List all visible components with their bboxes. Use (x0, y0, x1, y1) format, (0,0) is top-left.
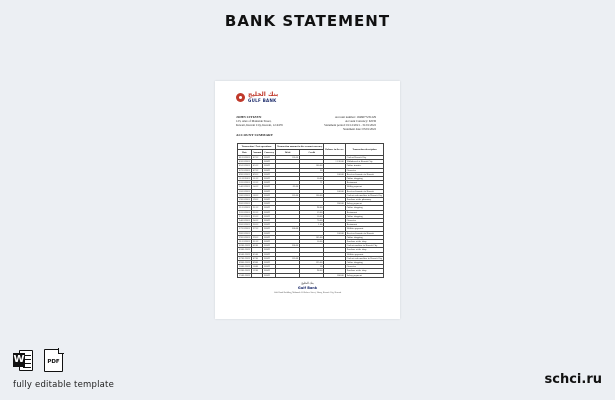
cell-amount-date: 11/12 (251, 177, 262, 181)
cell-description: Received transfer in Kuwait (345, 231, 383, 235)
cell-amount-date: 07/12 (251, 156, 262, 160)
customer-details (236, 115, 283, 127)
cell-balance: 200.00 (324, 202, 345, 206)
cell-date: 05/01/2022 (239, 252, 250, 256)
cell-date: 19/12/2021 (239, 198, 250, 202)
cell-currency: KWD (263, 223, 276, 227)
pdf-label: PDF (47, 359, 60, 365)
cell-date: 01/12/2021 (239, 156, 250, 159)
cell-credit: 10.00 (300, 177, 324, 181)
cell-debit: 65.00 (276, 185, 300, 189)
cell-currency: KWD (263, 206, 276, 210)
header-credit: Credit (300, 150, 324, 156)
cell-date: 09/01/2022 (239, 261, 250, 265)
cell-amount-date: 22/12 (251, 210, 262, 214)
cell-debit: 130.00 (276, 244, 300, 248)
customer-address-line1: 123, Alex of Mainside Street, (236, 119, 272, 123)
header-description: Transaction description (345, 144, 383, 156)
cell-amount-date: 05/12 (251, 164, 262, 168)
cell-description: Online shopping (345, 214, 383, 218)
transactions-table (237, 143, 384, 278)
cell-date: 26/12/2021 (239, 223, 250, 227)
cell-description: Purchase at the shop (345, 240, 383, 244)
cell-amount-date (251, 273, 262, 277)
statement-preview (215, 81, 400, 319)
cell-date: 09/12/2021 (239, 172, 250, 176)
cell-credit: 1.00 (300, 223, 324, 227)
cell-currency: KWD (263, 168, 276, 172)
cell-amount-date: 14/12 (251, 185, 262, 189)
page-title: BANK STATEMENT (224, 12, 391, 30)
cell-description: Utility payment (345, 185, 383, 189)
cell-credit: 160.00 (300, 193, 324, 197)
cell-currency: KWD (263, 189, 276, 193)
cell-description: Purchase at the shop (345, 248, 383, 252)
cell-currency: KWD (263, 227, 276, 231)
cell-date: 23/12/2021 (239, 214, 250, 218)
cell-description: Cash at cash machine in Kuwait City (346, 256, 383, 260)
cell-balance: 100.00 (324, 231, 345, 235)
bank-name-english: GULF BANK (248, 98, 277, 103)
cell-description: Cash at cash machine in Kuwait City (346, 193, 383, 197)
cell-date: 16/12/2021 (239, 189, 250, 193)
cell-currency: KWD (263, 269, 276, 273)
header-date: Date (238, 150, 252, 156)
cell-credit: 100.00 (300, 164, 324, 168)
cell-date: 29/12/2021 (239, 235, 250, 239)
footer-address: Gulf Bank Building, Mubarak Al-Kabeer Street, Sharq, Kuwait City, Kuwait (273, 292, 342, 294)
cell-currency: KWD (263, 219, 276, 223)
cell-date: 31/12/2021 (239, 240, 250, 244)
cell-description: Salary payment (345, 273, 383, 277)
cell-debit (276, 273, 300, 277)
cell-description: Purchase at the shop (345, 269, 383, 273)
cell-amount-date: 18/12 (251, 193, 262, 197)
cell-balance: 1 120.00 (324, 160, 345, 164)
cell-description: Online shopping (345, 235, 383, 239)
cell-amount-date: 19/12 (251, 198, 262, 202)
cell-description: Online shopping (345, 177, 383, 181)
cell-currency: KWD (263, 261, 276, 265)
cell-description: Groceries (345, 265, 383, 269)
cell-currency: KWD (263, 231, 276, 235)
pdf-icon (44, 349, 64, 372)
cell-description: Groceries (345, 219, 383, 223)
cell-credit: 71 (300, 181, 324, 185)
cell-currency: KWD (263, 265, 276, 269)
cell-date: 07/12/2021 (239, 168, 250, 172)
cell-currency: KWD (263, 172, 276, 176)
cell-currency: KWD (263, 248, 276, 252)
cell-currency: KWD (263, 198, 276, 202)
cell-currency: KWD (263, 214, 276, 218)
cell-amount-date: 21/12 (251, 206, 262, 210)
cell-currency: KWD (263, 177, 276, 181)
cell-description: Restaurant (345, 223, 383, 227)
cell-balance: 100.00 (324, 189, 345, 193)
cell-credit: 20 (300, 168, 324, 172)
cell-description: Withdrawal at Kuwait City (345, 160, 383, 164)
cell-credit: 98.00 (300, 206, 324, 210)
cell-currency: KWD (263, 235, 276, 239)
cell-currency: KWD (263, 160, 276, 164)
cell-currency: KWD (263, 202, 276, 206)
cell-date: 12/12/2021 (239, 181, 250, 185)
cell-credit: 13.00 (300, 210, 324, 214)
cell-currency: KWD (263, 156, 276, 160)
word-icon: W (13, 349, 33, 372)
cell-description: Online shopping (345, 206, 383, 210)
cell-date: 15/01/2022 (239, 273, 250, 277)
cell-description: Restaurant (345, 181, 383, 185)
cell-description: Online shopping (345, 261, 383, 265)
cell-description: Received transfer in Kuwait (345, 189, 383, 193)
cell-credit: 98.00 (300, 269, 324, 273)
cell-description: Cash at machine in Kuwait City (345, 244, 383, 248)
cell-date: 03/01/2022 (239, 248, 250, 252)
footer-bank-name-english: Gulf Bank (297, 286, 318, 290)
cell-amount-date: 24/12 (251, 219, 262, 223)
header-balance: Balance in the acc (324, 144, 345, 156)
footer-bank-name-arabic: بنك الخليج (301, 281, 314, 285)
cell-date: 24/12/2021 (239, 219, 250, 223)
cell-debit: 116.00 (276, 156, 300, 160)
cell-amount-date: 07/12 (251, 168, 262, 172)
bank-logo (236, 92, 296, 104)
cell-credit: 10.00 (300, 214, 324, 218)
cell-credit: 10 (300, 265, 324, 269)
cell-currency: KWD (263, 252, 276, 256)
cell-debit: 150.00 (276, 227, 300, 231)
cell-credit: 125.00 (300, 261, 324, 265)
cell-description: Salary payment (345, 202, 383, 206)
site-brand: schci.ru (544, 372, 602, 387)
bank-logo-mark-icon (236, 93, 245, 102)
statement-period: Statement period: 01/12/2021 - 31/01/2022 (324, 123, 376, 127)
cell-amount-date: 26/12 (251, 223, 262, 227)
cell-date: 05/12/2021 (239, 164, 250, 168)
cell-balance: 100.00 (324, 172, 345, 176)
table-row (238, 273, 384, 277)
cell-amount-date: 09/01 (251, 261, 262, 265)
cell-currency: KWD (263, 273, 276, 277)
cell-amount-date: 12/12 (251, 181, 262, 185)
header-debit: Debit (276, 150, 300, 156)
cell-description: Received transfer in Kuwait (345, 172, 383, 176)
cell-currency: KWD (263, 181, 276, 185)
cell-date: 02/01/2022 (239, 244, 250, 248)
cell-amount-date: 29/12 (251, 235, 262, 239)
customer-name: JOHN CITIZEN (236, 115, 262, 119)
cell-currency: KWD (263, 240, 276, 244)
cell-description: Utilities payment (345, 227, 383, 231)
cell-description: Restaurant (345, 210, 383, 214)
cell-date: 10/01/2022 (239, 265, 250, 269)
cell-amount-date: 07/01 (251, 256, 262, 260)
statement-date: Statement date: 03/01/2022 (343, 127, 376, 131)
cell-amount-date: 23/12 (251, 214, 262, 218)
header-amount-group: Transaction amount in the account currency (277, 144, 323, 148)
cell-amount-date: 05/01 (251, 252, 262, 256)
cell-date: 20/12/2021 (239, 202, 250, 206)
cell-date: 07/01/2022 (239, 256, 250, 260)
cell-description: Purchase at the pharmacy (345, 198, 383, 202)
cell-date: 12/01/2022 (239, 269, 250, 273)
cell-description: Online transfer (345, 164, 383, 168)
cell-currency: KWD (263, 164, 276, 168)
cell-amount-date: 02/01 (251, 244, 262, 248)
cell-currency: KWD (263, 244, 276, 248)
cell-amount-date: 09/12 (251, 172, 262, 176)
cell-date: 03/12/2021 (239, 160, 250, 164)
cell-credit: 70.00 (300, 219, 324, 223)
cell-amount-date: 10/01 (251, 265, 262, 269)
cell-credit (300, 273, 324, 277)
cell-amount-date: 12/01 (251, 269, 262, 273)
header-amount: Amount (252, 150, 262, 154)
cell-currency: KWD (263, 185, 276, 189)
account-summary-title: ACCOUNT SUMMARY (236, 133, 274, 137)
bank-name-arabic: بنك الخليج (248, 91, 279, 98)
header-currency: Currency (264, 150, 275, 154)
cell-date: 21/12/2021 (239, 206, 250, 210)
cell-balance: 200.00 (324, 273, 345, 277)
cell-credit: 10.00 (300, 240, 324, 244)
cell-description: Utilities payment (345, 252, 383, 256)
cell-currency: KWD (263, 210, 276, 214)
cell-amount-date: 31/12 (251, 240, 262, 244)
account-currency: Account Currency: KWD (345, 119, 376, 123)
account-number: Account number: 1946677231229 (334, 115, 376, 119)
customer-address-line2: Kuwait, Kuwait City, Kuwait, 12-9476 (236, 123, 283, 127)
cell-debit: 115.00 (276, 193, 300, 197)
header-transaction-group: Transaction / Post operations (238, 144, 276, 150)
cell-credit: 105.00 (300, 235, 324, 239)
cell-date: 14/12/2021 (239, 185, 250, 189)
cell-date: 28/12/2021 (239, 231, 250, 235)
cell-currency: KWD (263, 256, 276, 260)
cell-date: 22/12/2021 (239, 210, 250, 214)
account-details (324, 115, 376, 131)
cell-date: 11/12/2021 (239, 177, 250, 181)
cell-currency: KWD (263, 193, 276, 197)
cell-date: 27/12/2021 (239, 227, 250, 231)
cell-date: 18/12/2021 (239, 193, 250, 197)
cell-description: Cash at Kuwait City (345, 156, 383, 160)
cell-debit: 115.00 (276, 256, 300, 260)
cell-description: Groceries (345, 168, 383, 172)
cell-amount-date: 27/12 (251, 227, 262, 231)
tagline: fully editable template (13, 380, 115, 390)
